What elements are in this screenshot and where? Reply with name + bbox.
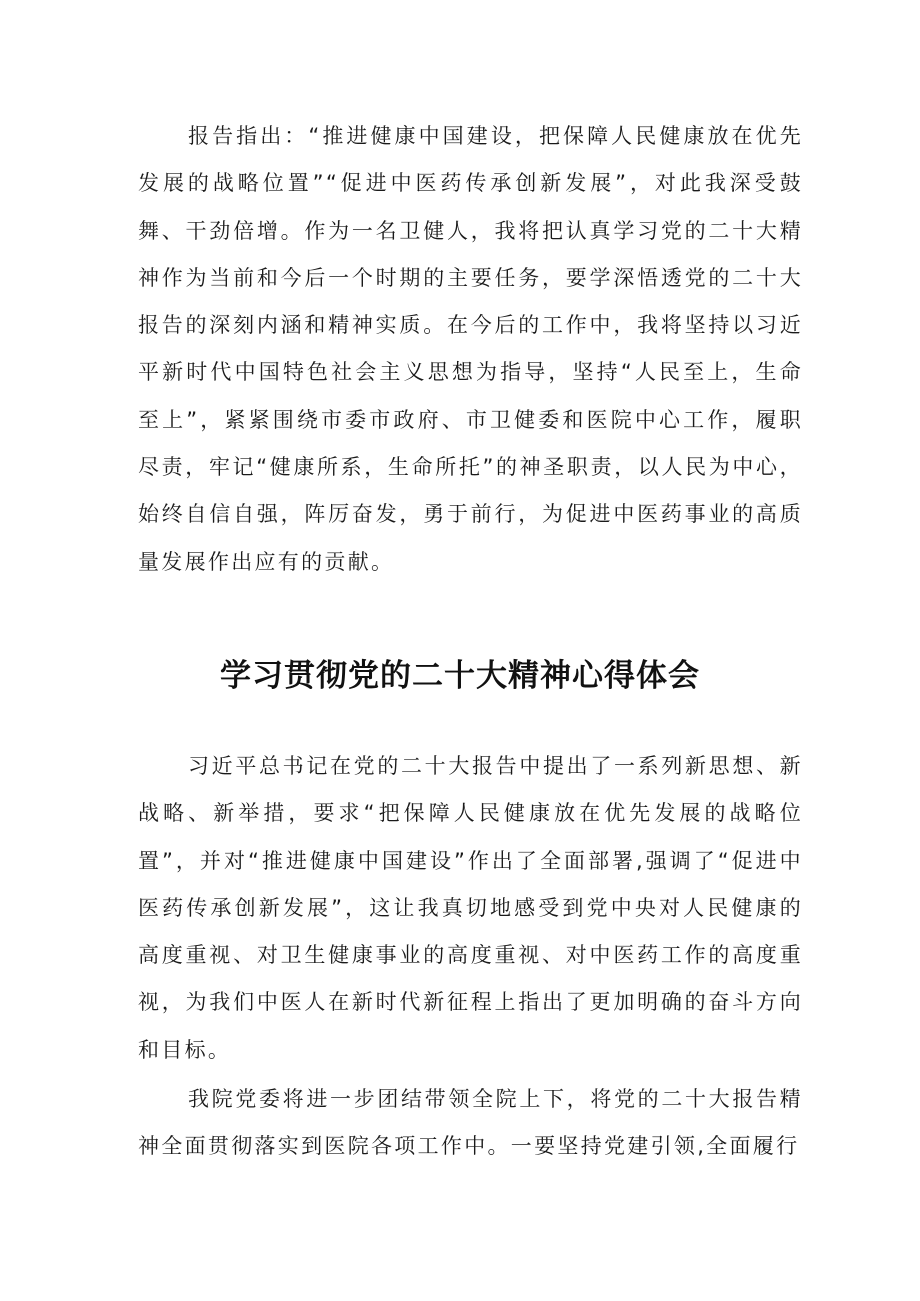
- body-paragraph-1: 报告指出：“推进健康中国建设，把保障人民健康放在优先发展的战略位置”“促进中医药传承创新发展”，对此我深受鼓舞、干劲倍增。作为一名卫健人，我将把认真学习党的二十大精神作为当前和今后一个时期的主要任务，要学深悟透党的二十大报告的深刻内涵和精神实质。在今后的工作中，我将坚持以习近平新时代中国特色社会主义思想为指导，坚持“人民至上，生命至上”，紧紧围绕市委市政府、市卫健委和医院中心工作，履职尽责，牢记“健康所系，生命所托”的神圣职责，以人民为中心，始终自信自强，阵厉奋发，勇于前行，为促进中医药事业的高质量发展作出应有的贡献。: [138, 124, 803, 574]
- body-paragraph-3: 我院党委将进一步团结带领全院上下，将党的二十大报告精神全面贯彻落实到医院各项工作中。一要坚持党建引领,全面履行: [138, 1087, 803, 1159]
- section-title: 学习贯彻党的二十大精神心得体会: [220, 658, 700, 694]
- body-paragraph-2: 习近平总书记在党的二十大报告中提出了一系列新思想、新战略、新举措，要求“把保障人民健康放在优先发展的战略位置”，并对“推进健康中国建设”作出了全面部署,强调了“促进中医药传承创新发展”，这让我真切地感受到党中央对人民健康的高度重视、对卫生健康事业的高度重视、对中医药工作的高度重视，为我们中医人在新时代新征程上指出了更加明确的奋斗方向和目标。: [138, 754, 803, 1062]
